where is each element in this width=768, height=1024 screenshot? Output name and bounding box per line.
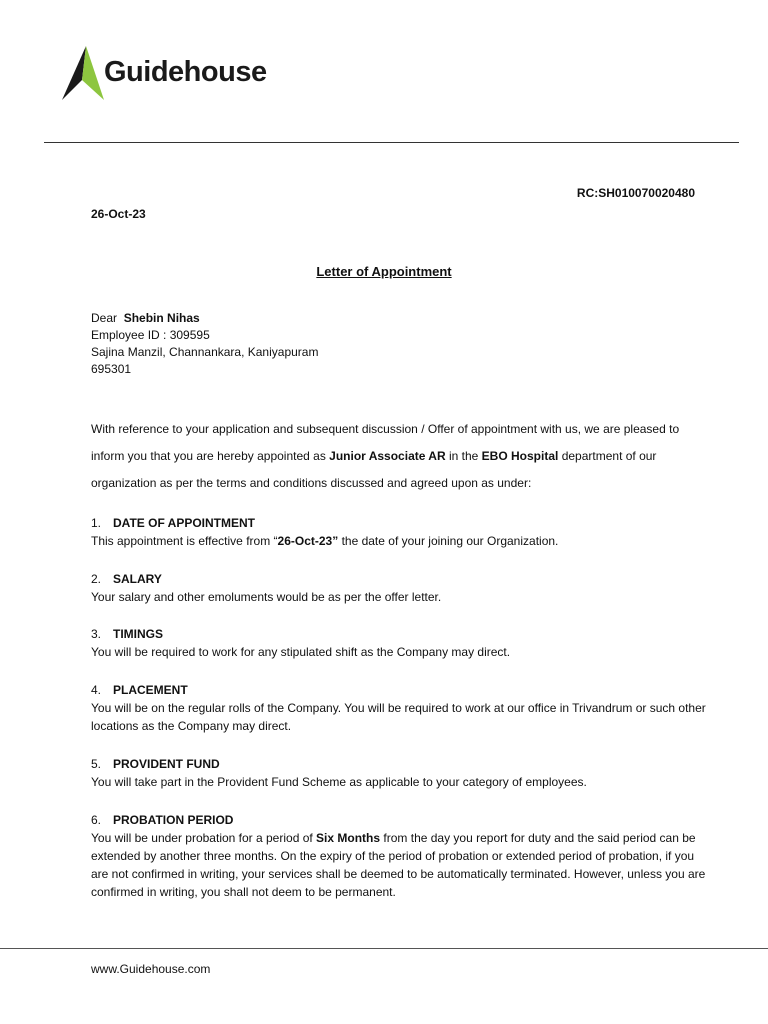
section-heading — [91, 681, 711, 699]
section-title: PLACEMENT — [113, 683, 188, 697]
section-date-of-appointment — [91, 514, 711, 550]
section-number: 5. — [91, 757, 102, 771]
footer-divider — [0, 948, 768, 949]
section-salary — [91, 570, 711, 606]
section-heading — [91, 755, 711, 773]
section-body: Your salary and other emoluments would be as per the offer letter. — [91, 590, 442, 604]
department-name: EBO Hospital — [481, 449, 559, 463]
body-text: from the day you report for duty and the said period can be extended by another three months. On the expiry of the period of probation or extended period of probation, if you are not confirmed in writing, your services shall be deemed to be automatically terminated. However, unless you are confirmed in writing, you shall not deem to be permanent. — [91, 831, 706, 899]
position-title: Junior Associate AR — [329, 449, 446, 463]
footer-website: www.Guidehouse.com — [91, 962, 211, 976]
intro-text-2: in the — [445, 449, 482, 463]
reference-number: RC:SH010070020480 — [576, 186, 695, 200]
section-title: PROBATION PERIOD — [113, 813, 234, 827]
body-text: You will be under probation for a period of — [91, 831, 317, 845]
intro-text-1: With reference to your application and subsequent discussion / Offer of appointment with us, we are pleased to inform you that you are hereby appointed as — [91, 422, 680, 463]
probation-duration: Six Months — [316, 831, 381, 845]
section-number: 6. — [91, 813, 102, 827]
section-heading — [91, 570, 711, 588]
address-line-2: 695301 — [91, 362, 132, 376]
effective-date: 26-Oct-23” — [277, 534, 339, 548]
section-heading — [91, 625, 711, 643]
section-body: You will be on the regular rolls of the Company. You will be required to work at our office in Trivandrum or such other locations as the Company may direct. — [91, 701, 706, 733]
logo-wordmark: Guidehouse — [104, 56, 267, 88]
header-divider — [44, 142, 739, 143]
section-placement — [91, 681, 711, 735]
section-body — [91, 829, 711, 901]
section-heading — [91, 811, 711, 829]
body-text: This appointment is effective from “ — [91, 534, 278, 548]
section-timings — [91, 625, 711, 661]
recipient-name: Shebin Nihas — [123, 311, 200, 325]
section-body — [91, 532, 711, 550]
recipient-block — [91, 310, 318, 378]
section-provident-fund — [91, 755, 711, 791]
section-body: You will take part in the Provident Fund Scheme as applicable to your category of employees. — [91, 775, 587, 789]
intro-paragraph — [91, 416, 711, 497]
intro-text-3: department of our organization as per the terms and conditions discussed and agreed upon as under: — [91, 449, 657, 490]
section-title: SALARY — [113, 572, 162, 586]
salutation: Dear — [91, 311, 118, 325]
section-title: DATE OF APPOINTMENT — [113, 516, 255, 530]
section-title: PROVIDENT FUND — [113, 757, 220, 771]
section-title: TIMINGS — [113, 627, 163, 641]
salutation-line — [91, 310, 318, 327]
section-heading — [91, 514, 711, 532]
letter-title — [0, 264, 768, 279]
letter-date: 26-Oct-23 — [91, 207, 146, 221]
section-number: 2. — [91, 572, 102, 586]
employee-id: Employee ID : 309595 — [91, 328, 210, 342]
address-line-1: Sajina Manzil, Channankara, Kaniyapuram — [91, 345, 319, 359]
section-number: 3. — [91, 627, 102, 641]
letter-title-text: Letter of Appointment — [316, 264, 452, 279]
body-text: the date of your joining our Organization. — [338, 534, 559, 548]
section-number: 1. — [91, 516, 102, 530]
section-body: You will be required to work for any stipulated shift as the Company may direct. — [91, 645, 511, 659]
section-probation-period — [91, 811, 711, 901]
guidehouse-triangle-icon — [60, 44, 104, 104]
section-number: 4. — [91, 683, 102, 697]
company-logo — [60, 44, 300, 104]
